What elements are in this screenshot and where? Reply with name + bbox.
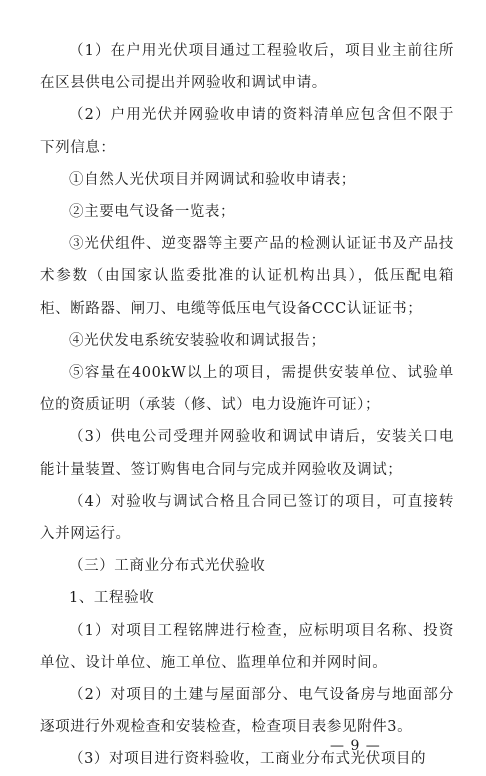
document-body xyxy=(40,35,454,776)
subsection-heading: 1、工程验收 xyxy=(69,590,155,607)
list-item-2: ②主要电气设备一览表； xyxy=(69,204,236,221)
section-heading: （三）工商业分布式光伏验收 xyxy=(69,558,266,575)
paragraph-6: （2）对项目的土建与屋面部分、电气设备房与地面部分逐项进行外观检查和安装检查，检查项目表参见附件3。 xyxy=(40,687,454,736)
list-item-4: ④光伏发电系统安装验收和调试报告； xyxy=(69,332,326,349)
page-number: — 9 — xyxy=(330,738,381,754)
list-item-1: ①自然人光伏项目并网调试和验收申请表； xyxy=(69,171,356,188)
paragraph-5: （1）对项目工程铭牌进行检查，应标明项目名称、投资单位、设计单位、施工单位、监理单位和并网时间。 xyxy=(40,622,454,671)
paragraph-2: （2）户用光伏并网验收申请的资料清单应包含但不限于下列信息： xyxy=(40,107,454,156)
list-item-5: ⑤容量在400kW以上的项目，需提供安装单位、试验单位的资质证明（承装（修、试）电力设施许可证）； xyxy=(40,365,454,414)
paragraph-3: （3）供电公司受理并网验收和调试申请后，安装关口电能计量装置、签订购售电合同与完成并网验收及调试； xyxy=(40,429,454,478)
list-item-3: ③光伏组件、逆变器等主要产品的检测认证证书及产品技术参数（由国家认监委批准的认证机构出具），低压配电箱柜、断路器、闸刀、电缆等低压电气设备CCC认证证书； xyxy=(40,236,454,317)
paragraph-7: （3）对项目进行资料验收，工商业分布式光伏项目的 xyxy=(69,751,427,768)
paragraph-4: （4）对验收与调试合格且合同已签订的项目，可直接转入并网运行。 xyxy=(40,493,454,543)
paragraph-1: （1）在户用光伏项目通过工程验收后，项目业主前往所在区县供电公司提出并网验收和调试申请。 xyxy=(40,43,454,92)
